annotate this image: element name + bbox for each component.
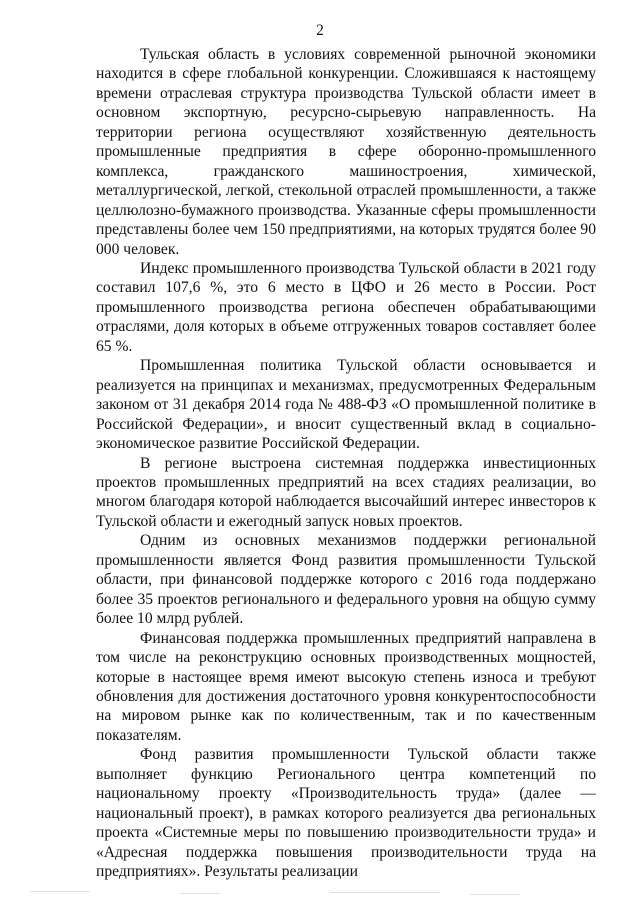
paragraph-financial-support: Финансовая поддержка промышленных предприятий направлена в том числе на реконструкцию основных производственных мощностей, которые в настоящее время имеют высокую степень износа и требуют обновления для достижения достаточного уровня конкурентоспособности на мировом рынке как по количественным, так и по качественным показателям. (96, 629, 596, 744)
paragraph-industrial-policy: Промышленная политика Тульской области основывается и реализуется на принципах и механизмах, предусмотренных Федеральным законом от 31 декабря 2014 года № 488-ФЗ «О промышленной политике в Российской Федерации», и вносит существенный вклад в социально-экономическое развитие Российской Федерации. (96, 357, 596, 453)
scan-artifact-strip (0, 885, 640, 905)
document-body (96, 45, 596, 881)
paragraph-regional-economy: Тульская область в условиях современной рыночной экономики находится в сфере глобальной конкуренции. Сложившаяся к настоящему времени отраслевая структура производства Тульской области имеет в основном экспортную, ресурсно-сырьевую направленность. На территории региона осуществляют хозяйственную деятельность промышленные предприятия в сфере оборонно-промышленного комплекса, гражданского машиностроения, химической, металлургической, легкой, стекольной отраслей промышленности, а также целлюлозно-бумажного производства. Указанные сферы промышленности представлены более чем 150 предприятиями, на которых трудятся более 90 000 человек. (96, 46, 596, 258)
paragraph-competence-center: Фонд развития промышленности Тульской области также выполняет функцию Регионального центра компетенций по национальному проекту «Производительность труда» (далее — национальный проект), в рамках которого реализуется два региональных проекта «Системные меры по повышению производительности труда» и «Адресная поддержка повышения производительности труда на предприятиях». Результаты реализации (96, 746, 596, 881)
paragraph-investment-support: В регионе выстроена системная поддержка инвестиционных проектов промышленных предприятий на всех стадиях реализации, во многом благодаря которой наблюдается высочайший интерес инвесторов к Тульской области и ежегодный запуск новых проектов. (96, 454, 596, 530)
page-number: 2 (316, 22, 324, 39)
paragraph-development-fund: Одним из основных механизмов поддержки региональной промышленности является Фонд развития промышленности Тульской области, при финансовой поддержке которого с 2016 года поддержано более 35 проектов регионального и федерального уровня на общую сумму более 10 млрд рублей. (96, 532, 596, 628)
paragraph-production-index: Индекс промышленного производства Тульской области в 2021 году составил 107,6 %, это 6 место в ЦФО и 26 место в России. Рост промышленного производства региона обеспечен обрабатывающими отраслями, доля которых в объеме отгруженных товаров составляет более 65 %. (96, 259, 596, 355)
